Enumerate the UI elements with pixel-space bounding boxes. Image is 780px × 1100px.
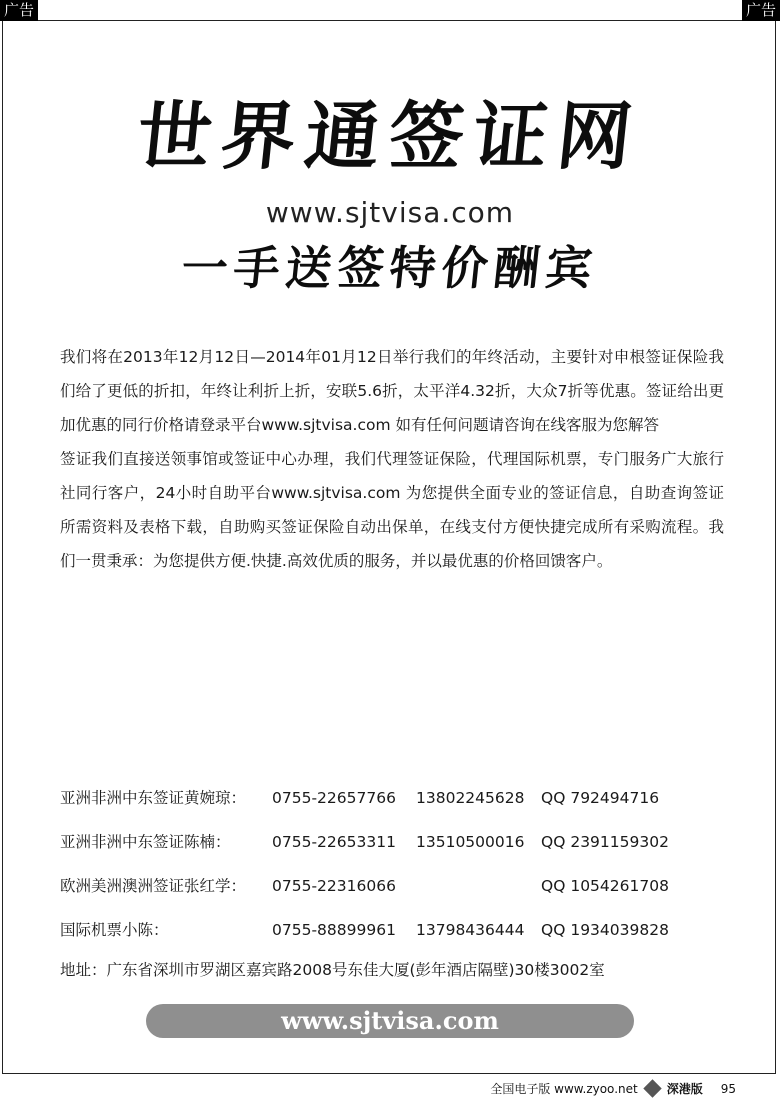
contact-mobile: 13510500016 (416, 833, 525, 851)
contact-phone: 0755-22657766 (272, 789, 396, 807)
contact-qq: QQ 1934039828 (541, 921, 669, 939)
promo-paragraph-2: 签证我们直接送领事馆或签证中心办理，我们代理签证保险，代理国际机票，专门服务广大旅行社同行客户，24小时自助平台www.sjtvisa.com 为您提供全面专业的签证信息，自助查询签证所需资料及表格下载，自助购买签证保险自动出保单，在线支付方便快捷完成所有采购流程。我们一贯秉承：为您提供方便.快捷.高效优质的服务，并以最优惠的价格回馈客户。 (60, 450, 724, 570)
contact-row (60, 826, 700, 870)
promo-paragraph-1: 我们将在2013年12月12日—2014年01月12日举行我们的年终活动，主要针对申根签证保险我们给了更低的折扣，年终让利折上折，安联5.6折，太平洋4.32折，大众7折等优惠。签证给出更加优惠的同行价格请登录平台www.sjtvisa.com 如有任何问题请咨询在线客服为您解答 (60, 348, 724, 434)
footer-site-text: 全国电子版 www.zyoo.net (490, 1082, 638, 1096)
brand-url[interactable]: www.sjtvisa.com (265, 196, 515, 229)
ad-tag-right: 广告 (742, 0, 780, 21)
contact-mobile: 13802245628 (416, 789, 525, 807)
ad-tag-left: 广告 (0, 0, 38, 21)
contact-qq: QQ 2391159302 (541, 833, 669, 851)
brand-title: 世界通签证网 (132, 94, 646, 180)
office-address: 地址：广东省深圳市罗湖区嘉宾路2008号东佳大厦(彭年酒店隔壁)30楼3002室 (60, 961, 605, 979)
bottom-url-banner[interactable]: www.sjtvisa.com (146, 1004, 634, 1038)
contact-label: 亚洲非洲中东签证黄婉琼： (60, 789, 247, 807)
contact-phone: 0755-88899961 (272, 921, 396, 939)
contact-label: 国际机票小陈： (60, 921, 169, 939)
contact-row (60, 914, 700, 958)
contact-qq: QQ 1054261708 (541, 877, 669, 895)
footer-edition: 深港版 (666, 1082, 703, 1096)
contact-phone: 0755-22316066 (272, 877, 396, 895)
contact-row (60, 782, 700, 826)
contact-qq: QQ 792494716 (541, 789, 660, 807)
diamond-logo-icon (643, 1079, 661, 1097)
contact-label: 亚洲非洲中东签证陈楠： (60, 833, 231, 851)
page-footer (490, 1080, 736, 1097)
promo-body (60, 340, 724, 578)
contact-label: 欧洲美洲澳洲签证张红学： (60, 877, 247, 895)
contact-list (60, 782, 700, 958)
promo-slogan: 一手送签特价酬宾 (178, 241, 601, 295)
page-number: 95 (720, 1081, 736, 1096)
contact-mobile: 13798436444 (416, 921, 525, 939)
contact-row (60, 870, 700, 914)
contact-phone: 0755-22653311 (272, 833, 396, 851)
